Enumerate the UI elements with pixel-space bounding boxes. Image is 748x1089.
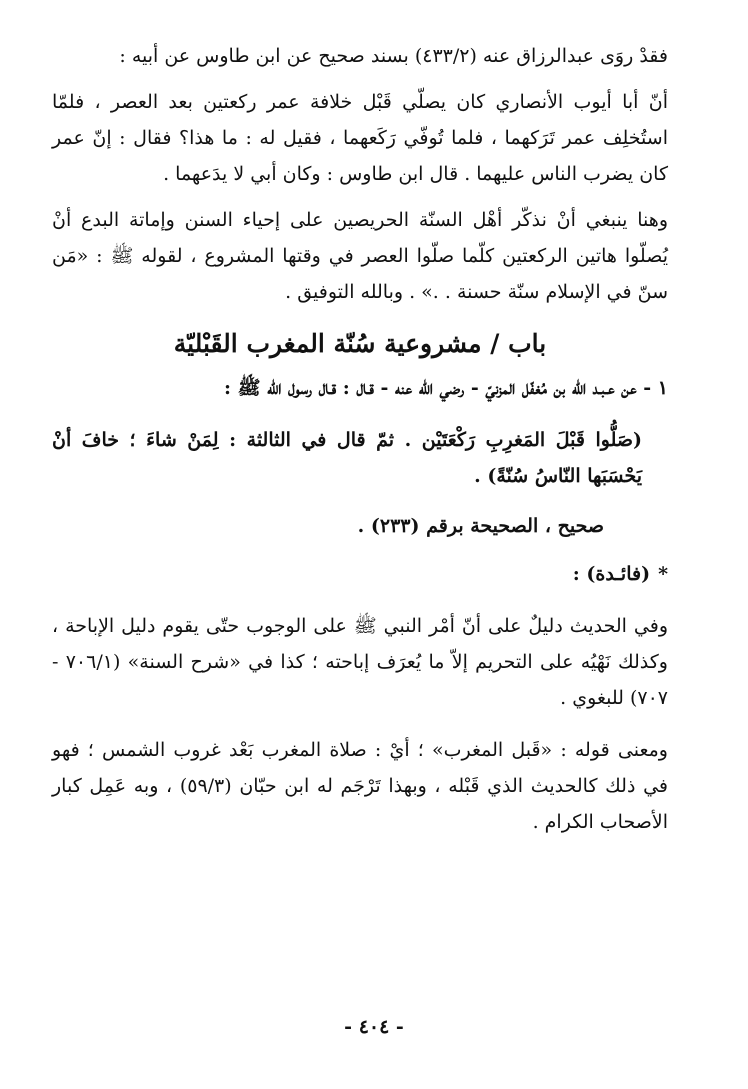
hadith-grading: صحيح ، الصحيحة برقم (٢٣٣) . [357,515,604,537]
benefit-paragraph-1: وفي الحديث دليلٌ على أنّ أمْر النبي ﷺ على الوجوب حتّى يقوم دليل الإباحة ، وكذلك نَهْيُه على التحريم إلاّ ما يُعرَف إباحته ؛ كذا في «شرح السنة» (٧٠٦/١ - ٧٠٧) للبغوي . [52,615,668,709]
hadith-intro [52,370,668,406]
document-page [52,38,668,840]
hadith-number: ١ - [643,377,668,399]
intro-paragraph: فقدْ روَى عبدالرزاق عنه (٤٣٣/٢) بسند صحيح عن ابن طاوس عن أبيه : [119,45,668,67]
narration-paragraph: أنّ أبا أيوب الأنصاري كان يصلّي قَبْل خلافة عمر ركعتين بعد العصر ، فلمّا استُخلِف عمر تَرَكهما ، فلما تُوفّي رَكَعهما ، فقيل له : ما هذا؟ فقال : إنّ عمر كان يضرب الناس عليهما . قال ابن طاوس : وكان أبي لا يدَعهما . [52,91,668,185]
hadith-intro-text: عن عـبـد الله بن مُغفّل المزنيّ - رضي الله عنه - قـال : قـال رسول الله ﷺ : [223,377,637,399]
benefit-heading [52,556,668,592]
hadith-text: (صَلُّوا قَبْلَ المَغرِبِ رَكْعَتَيْن . ثمّ قال في الثالثة : لِمَنْ شاءَ ؛ خافَ أنْ يَحْسَبَها النّاسُ سُنّةً) . [52,429,642,487]
star-icon: * [658,563,668,585]
benefit-paragraph-2: ومعنى قوله : «قَبل المغرب» ؛ أيْ : صلاة المغرب بَعْد غروب الشمس ؛ فهو في ذلك كالحديث الذي قَبْله ، وبهذا تَرْجَم له ابن حبّان (٥٩/٣) ، وبه عَمِل كبار الأصحاب الكرام . [52,739,668,833]
page-number: - ٤٠٤ - [344,1016,404,1038]
benefit-heading-text: (فائـدة) : [572,563,651,585]
chapter-title: باب / مشروعية سُنّة المغرب القَبْليّة [173,329,547,358]
exhortation-paragraph: وهنا ينبغي أنْ نذكّر أهْل السنّة الحريصين على إحياء السنن وإماتة البدع أنْ يُصلّوا هاتين الركعتين كلّما صلّوا العصر في وقتها المشروع ، لقوله ﷺ : «مَن سنّ في الإسلام سنّة حسنة . .» . وبالله التوفيق . [52,209,668,303]
